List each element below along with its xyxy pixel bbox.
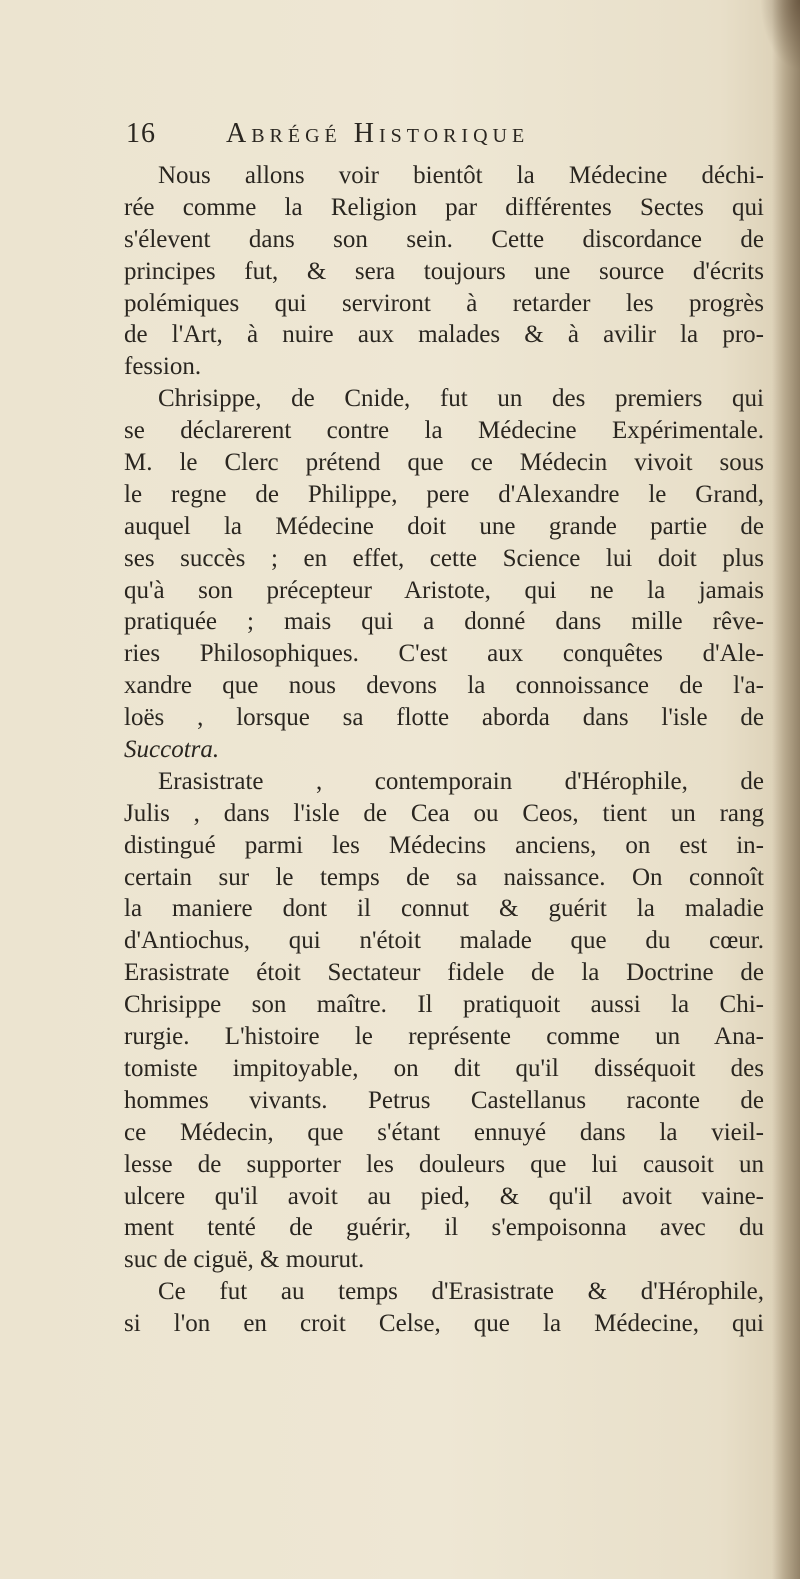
text-line: la maniere dont il connut & guérit la maladie xyxy=(124,895,764,923)
text-line: principes fut, & sera toujours une source d'écrits xyxy=(124,257,764,285)
text-line: loës , lorsque sa flotte aborda dans l'isle de xyxy=(124,704,764,732)
text-line: se déclarerent contre la Médecine Expérimentale. xyxy=(124,417,764,445)
text-line: ulcere qu'il avoit au pied, & qu'il avoit vaine- xyxy=(124,1182,764,1210)
text-line: Ce fut au temps d'Erasistrate & d'Hérophile, xyxy=(158,1278,764,1306)
running-title: Abrégé Historique xyxy=(226,118,530,149)
text-line: Chrisippe, de Cnide, fut un des premiers qui xyxy=(158,385,764,413)
text-line: rée comme la Religion par différentes Sectes qui xyxy=(124,193,764,221)
text-line: Erasistrate étoit Sectateur fidele de la Doctrine de xyxy=(124,959,764,987)
text-line: Succotra. xyxy=(124,736,220,764)
text-line: pratiquée ; mais qui a donné dans mille rêve- xyxy=(124,608,764,636)
text-line: Erasistrate , contemporain d'Hérophile, de xyxy=(158,767,764,795)
text-line: Nous allons voir bientôt la Médecine déchi- xyxy=(158,162,764,189)
text-line: distingué parmi les Médecins anciens, on est in- xyxy=(124,831,764,859)
page-gutter-shadow xyxy=(772,0,800,1579)
text-line: qu'à son précepteur Aristote, qui ne la jamais xyxy=(124,576,764,604)
text-line: d'Antiochus, qui n'étoit malade que du cœur. xyxy=(124,927,764,955)
text-line: s'élevent dans son sein. Cette discordance de xyxy=(124,225,764,253)
text-line: Chrisippe son maître. Il pratiquoit aussi la Chi- xyxy=(124,991,764,1019)
text-line: xandre que nous devons la connoissance de l'a- xyxy=(124,672,764,700)
text-line: Julis , dans l'isle de Cea ou Ceos, tient un rang xyxy=(124,799,764,827)
text-line: suc de ciguë, & mourut. xyxy=(124,1246,365,1274)
page-number: 16 xyxy=(126,118,156,149)
page-header xyxy=(126,118,766,154)
text-line: si l'on en croit Celse, que la Médecine, qui xyxy=(124,1310,764,1338)
text-line: auquel la Médecine doit une grande partie de xyxy=(124,512,764,540)
text-line: certain sur le temps de sa naissance. On connoît xyxy=(124,863,764,891)
text-line: le regne de Philippe, pere d'Alexandre le Grand, xyxy=(124,480,764,508)
text-line: polémiques qui serviront à retarder les progrès xyxy=(124,289,764,317)
page-corner-stain xyxy=(760,0,800,70)
text-line: ries Philosophiques. C'est aux conquêtes d'Ale- xyxy=(124,640,764,668)
text-line: rurgie. L'histoire le représente comme un Ana- xyxy=(124,1023,764,1051)
text-line: de l'Art, à nuire aux malades & à avilir la pro- xyxy=(124,321,764,349)
text-line: lesse de supporter les douleurs que lui causoit un xyxy=(124,1150,764,1178)
text-line: ment tenté de guérir, il s'empoisonna avec du xyxy=(124,1214,764,1242)
text-line: M. le Clerc prétend que ce Médecin vivoit sous xyxy=(124,449,764,477)
text-line: fession. xyxy=(124,353,202,381)
text-line: tomiste impitoyable, on dit qu'il disséquoit des xyxy=(124,1054,764,1082)
text-line: hommes vivants. Petrus Castellanus raconte de xyxy=(124,1086,764,1114)
text-line: ses succès ; en effet, cette Science lui doit plus xyxy=(124,544,764,572)
body-text xyxy=(124,160,764,1340)
text-line: ce Médecin, que s'étant ennuyé dans la vieil- xyxy=(124,1118,764,1146)
